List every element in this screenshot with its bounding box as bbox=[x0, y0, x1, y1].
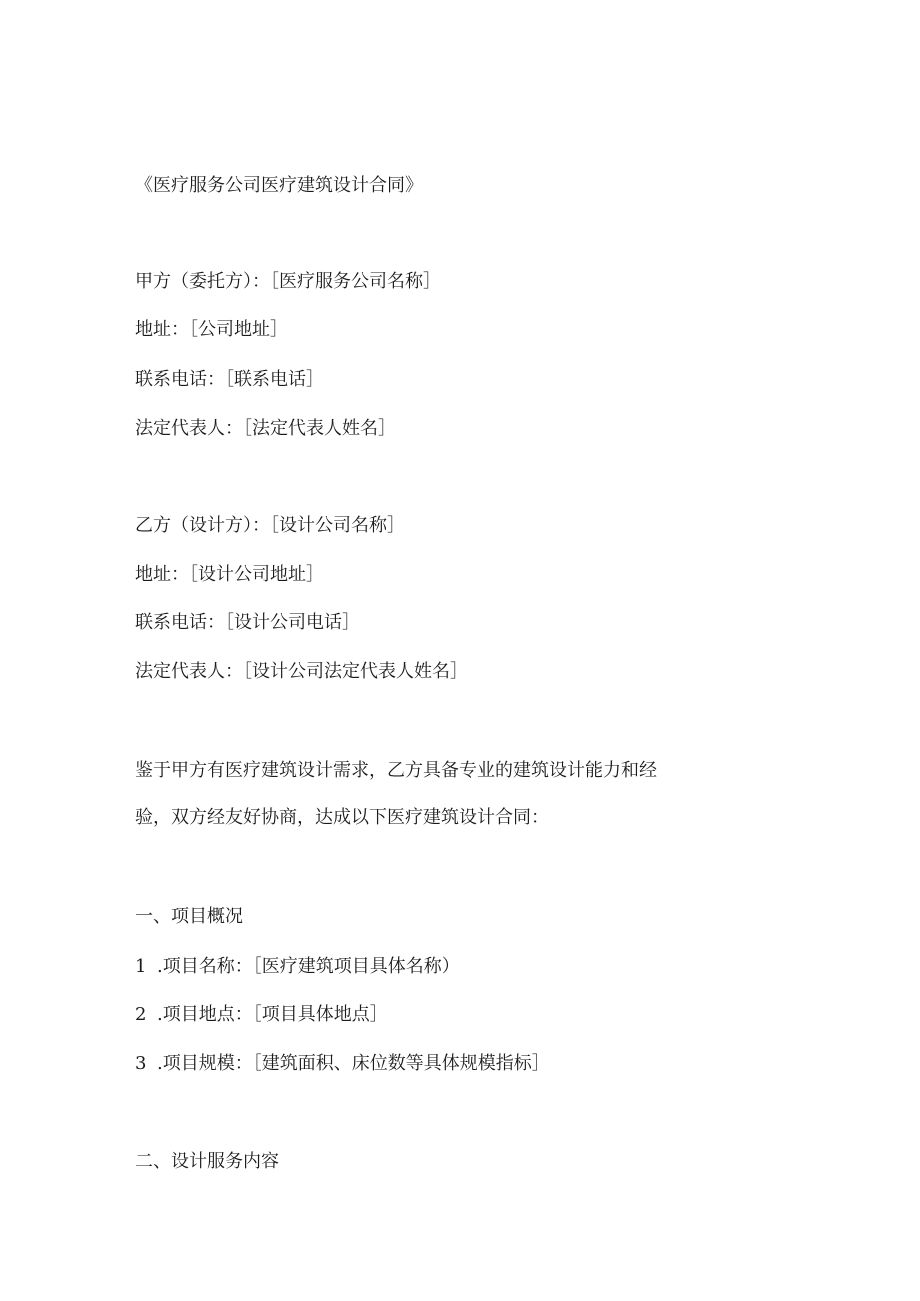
party-b-phone: 联系电话：［设计公司电话］ bbox=[135, 612, 360, 633]
party-a-heading: 甲方（委托方）：［医疗服务公司名称］ bbox=[135, 271, 441, 292]
section-1-heading: 一、项目概况 bbox=[135, 906, 243, 927]
list-item bbox=[135, 955, 460, 979]
list-item-number: 2 bbox=[135, 1004, 147, 1025]
list-item-number: 3 bbox=[135, 1053, 147, 1074]
party-a-phone: 联系电话：［联系电话］ bbox=[135, 369, 324, 390]
party-a-address: 地址：［公司地址］ bbox=[135, 319, 288, 340]
list-item bbox=[135, 1003, 388, 1027]
list-item-text: .项目规模：［建筑面积、床位数等具体规模指标］ bbox=[157, 1053, 550, 1074]
party-b-address: 地址：［设计公司地址］ bbox=[135, 564, 324, 585]
section-2-heading: 二、设计服务内容 bbox=[135, 1151, 279, 1172]
preamble-line-1: 鉴于甲方有医疗建筑设计需求，乙方具备专业的建筑设计能力和经 bbox=[135, 760, 657, 781]
party-b-representative: 法定代表人：［设计公司法定代表人姓名］ bbox=[135, 661, 468, 682]
preamble-line-2: 验，双方经友好协商，达成以下医疗建筑设计合同： bbox=[135, 807, 549, 828]
list-item-text: .项目地点：［项目具体地点］ bbox=[157, 1004, 388, 1025]
list-item bbox=[135, 1052, 550, 1076]
document-title: 《医疗服务公司医疗建筑设计合同》 bbox=[135, 175, 423, 196]
party-a-representative: 法定代表人：［法定代表人姓名］ bbox=[135, 418, 396, 439]
list-item-text: .项目名称：［医疗建筑项目具体名称） bbox=[157, 956, 460, 977]
list-item-number: 1 bbox=[135, 956, 147, 977]
party-b-heading: 乙方（设计方）：［设计公司名称］ bbox=[135, 515, 405, 536]
